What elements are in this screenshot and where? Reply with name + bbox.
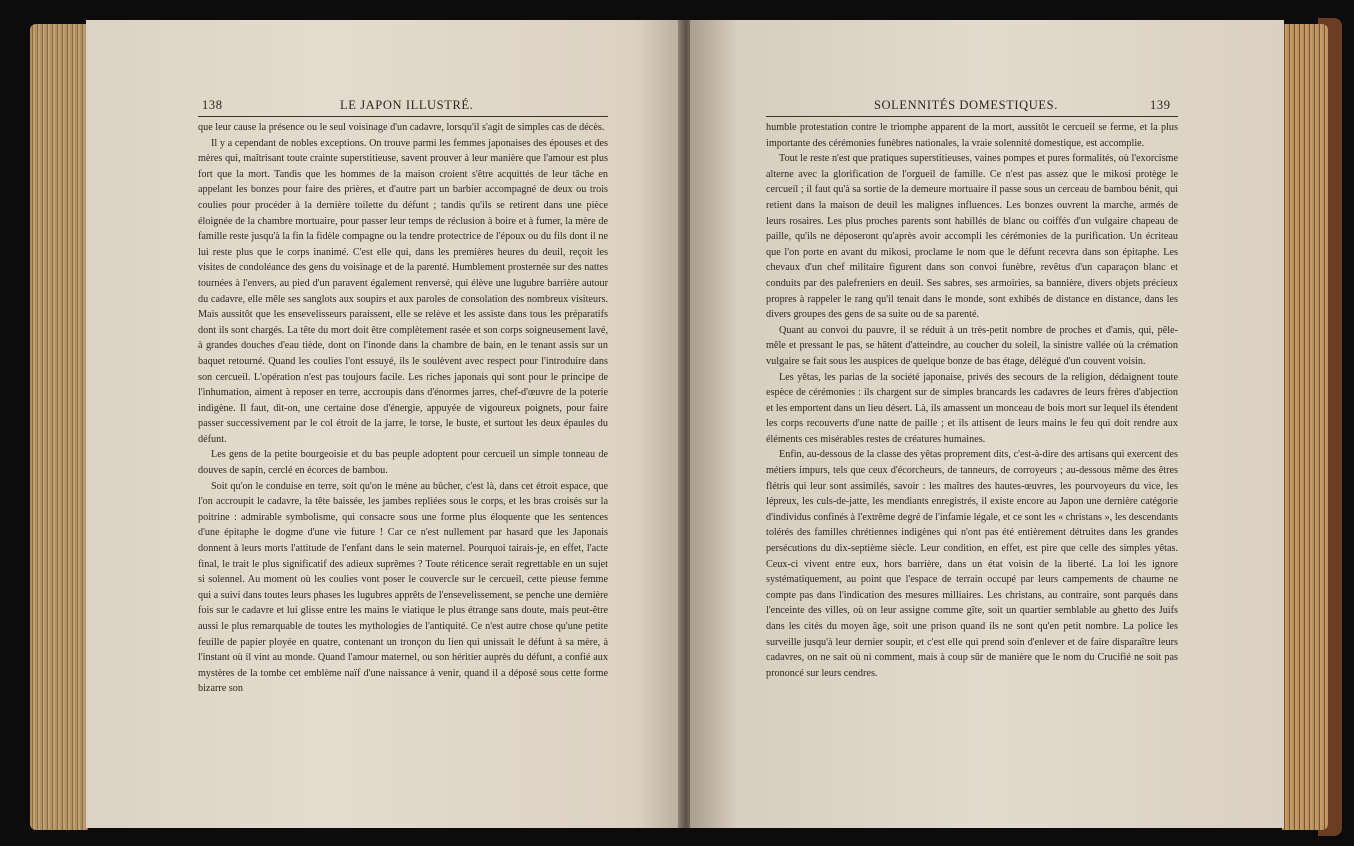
right-header-rule — [766, 116, 1178, 117]
right-page-number: 139 — [1150, 98, 1171, 112]
left-paragraph: Soit qu'on le conduise en terre, soit qu'on le mène au bûcher, c'est là, dans cet étroit espace, que l'on accroupit le cadavre, la tête baissée, les jambes repliées sous le corps, et les bras croisés sur la poitrine : admirable symbolisme, qui consacre sous une forme plus éloquente que les sentences d'une épitaphe le dogme d'une vie future ! Car ce n'est nullement par hasard que les Japonais donnent à leurs morts l'attitude de l'enfant dans le sein maternel. Pourquoi tairais-je, en effet, l'acte final, le trait le plus significatif des adieux suprêmes ? Toute réticence serait regrettable en un sujet si solennel. Au moment où les coulies vont poser le couvercle sur le cercueil, cette pieuse femme qui a suivi dans toutes leurs phases les lugubres apprêts de l'ensevelissement, se penche une dernière fois sur le cadavre et lui glisse entre les mains le viatique le plus étrange sans doute, mais peut-être aussi le plus remarquable de toutes les mythologies de l'antiquité. Ce n'est autre chose qu'une petite feuille de papier ployée en quatre, contenant un tronçon du lien qui unissait le défunt à sa mère, à l'instant où il vint au monde. Quand l'amour maternel, ou son héritier auprès du défunt, a confié aux mystères de la tombe cet emblème naïf d'une naissance à venir, quand il a déposé sous cette forme bizarre son — [198, 480, 608, 695]
right-body-text — [766, 120, 1178, 681]
right-page — [690, 20, 1284, 828]
left-paragraph: que leur cause la présence ou le seul voisinage d'un cadavre, lorsqu'il s'agit de simples cas de décès. — [198, 122, 605, 133]
right-paragraph: Les yêtas, les parias de la société japonaise, privés des secours de la religion, dédaignent toute espèce de cérémonies : ils chargent sur de simples brancards les cadavres de leurs frères d'abjection et les emportent dans un lieu désert. Là, ils amassent un monceau de bois mort sur lequel ils étendent les corps recouverts d'une natte de paille ; et ils attisent de leurs mains le feu qui doit rendre aux éléments ces misérables restes de créatures humaines. — [766, 371, 1178, 445]
left-paragraph: Il y a cependant de nobles exceptions. On trouve parmi les femmes japonaises des épouses et des mères qui, maîtrisant toute crainte superstitieuse, savent prouver à leur manière que l'amour est plus fort que la mort. Tandis que les hommes de la maison croient s'être acquittés de leur tâche en appelant les bonzes pour faire des prières, et d'autre part un barbier accompagné de deux ou trois coulies pour procéder à la dernière toilette du défunt ; tandis qu'ils se retirent dans une pièce éloignée de la chambre mortuaire, pour passer leur temps de réclusion à boire et à fumer, la mère de famille reste jusqu'à la fin la fidèle compagne ou la tendre protectrice de l'époux ou du fils dont il ne lui reste plus que le corps inanimé. C'est elle qui, dans les premières heures du deuil, reçoit les visites de condoléance des gens du voisinage et de la parenté. Humblement prosternée sur des nattes tournées à l'envers, au pied d'un paravent également renversé, qui élève une lugubre barrière autour du cadavre, elle mêle ses sanglots aux soupirs et aux paroles de consolation des nombreux visiteurs. Mais aussitôt que les ensevelisseurs paraissent, elle se relève et les assiste dans tous les préparatifs dont ils sont chargés. La tête du mort doit être complètement rasée et son corps soigneusement lavé, à grandes douches d'eau tiède, dont on l'inonde dans la chambre de bain, en le tenant assis sur un baquet retourné. Quand les coulies l'ont essuyé, ils le soulèvent avec respect pour l'introduire dans son cercueil. L'opération n'est pas toujours facile. Les riches japonais qui sont pour le principe de l'inhumation, aiment à reposer en terre, accroupis dans d'énormes jarres, chef-d'œuvre de la poterie indigène. Il faut, dit-on, une certaine dose d'énergie, appuyée de vigoureux poignets, pour faire passer successivement par le col étroit de la jarre, le torse, le buste, et surtout les deux épaules du défunt. — [198, 137, 608, 445]
page-edges-right — [1282, 24, 1328, 830]
left-page — [86, 20, 682, 828]
right-paragraph: Quant au convoi du pauvre, il se réduit à un très-petit nombre de proches et d'amis, qui, pêle-mêle et pressant le pas, se hâtent d'atteindre, au coucher du soleil, la sinistre vallée où la crémation vulgaire se fait sous les auspices de quelque bonze de bas étage, délégué d'un couvent voisin. — [766, 324, 1178, 367]
right-paragraph: Enfin, au-dessous de la classe des yêtas proprement dits, c'est-à-dire des artisans qui exercent des métiers impurs, tels que ceux d'écorcheurs, de tanneurs, de corroyeurs ; au-dessous même des êtres flétris qui leur sont assimilés, savoir : les maîtres des hautes-œuvres, les pourvoyeurs du vice, les lépreux, les culs-de-jatte, les mendiants enregistrés, il existe encore au Japon une dernière catégorie d'individus confinés à l'extrême degré de l'infamie légale, et ce sont les « christans », les descendants tolérés des familles chrétiennes indigènes qui n'ont pas été entièrement détruites dans les grandes persécutions du dix-septième siècle. Leur condition, en effet, est pire que celle des simples yêtas. Ceux-ci vivent entre eux, hors barrière, dans un état voisin de la liberté. La loi les ignore systématiquement, au point que l'espace de terrain occupé par leurs campements de chaume ne compte pas dans l'indication des mesures milliaires. Les christans, au contraire, sont parqués dans l'enceinte des villes, où on leur assigne comme gîte, soit un quartier semblable au ghetto des Juifs dans les cités du moyen âge, soit une prison quand ils ne sont qu'en petit nombre. La police les surveille jusqu'à leur dernier soupir, et c'est elle qui prend soin d'enlever et de faire disparaître leurs cadavres, on ne sait où ni comment, mais à coup sûr de manière que le nom du Crucifié ne soit pas prononcé sur leurs cendres. — [766, 449, 1178, 679]
left-body-text — [198, 120, 608, 697]
left-header-rule — [198, 116, 608, 117]
left-page-number: 138 — [202, 98, 223, 112]
page-edges-left — [30, 24, 88, 830]
left-paragraph: Les gens de la petite bourgeoisie et du bas peuple adoptent pour cercueil un simple tonneau de douves de sapin, cerclé en écorces de bambou. — [198, 449, 608, 477]
right-paragraph: humble protestation contre le triomphe apparent de la mort, aussitôt le cercueil se ferme, et la plus importante des cérémonies funèbres nationales, la vraie solennité domestique, est accomplie. — [766, 122, 1178, 149]
right-paragraph: Tout le reste n'est que pratiques superstitieuses, vaines pompes et pures formalités, où l'exorcisme alterne avec la glorification de l'orgueil de famille. Ce n'est pas assez que le mikosi protège le cercueil ; il faut qu'à sa sortie de la demeure mortuaire il passe sous un cerceau de bambou bénit, qui retient dans la maison de deuil les malignes influences. Les bonzes ouvrent la marche, armés de leurs rosaires. Les plus proches parents sont habillés de blanc ou coiffés d'un vulgaire chapeau de paille, qu'ils ne déposeront qu'après avoir accompli les cérémonies de la purification. Un écriteau que l'on porte en avant du mikosi, proclame le nom que le défunt recevra dans son épitaphe. Les chevaux d'un chef militaire figurent dans son convoi funèbre, revêtus d'un caparaçon blanc et conduits par des palefreniers en deuil. Ses sabres, ses armoiries, sa bannière, divers objets précieux propres à rappeler le rang qu'il tenait dans le monde, sont exhibés de distance en distance, dans les divers groupes des gens de sa suite ou de sa parenté. — [766, 153, 1178, 321]
left-header-title: LE JAPON ILLUSTRÉ. — [340, 98, 474, 112]
right-header-title: SOLENNITÉS DOMESTIQUES. — [874, 98, 1058, 112]
